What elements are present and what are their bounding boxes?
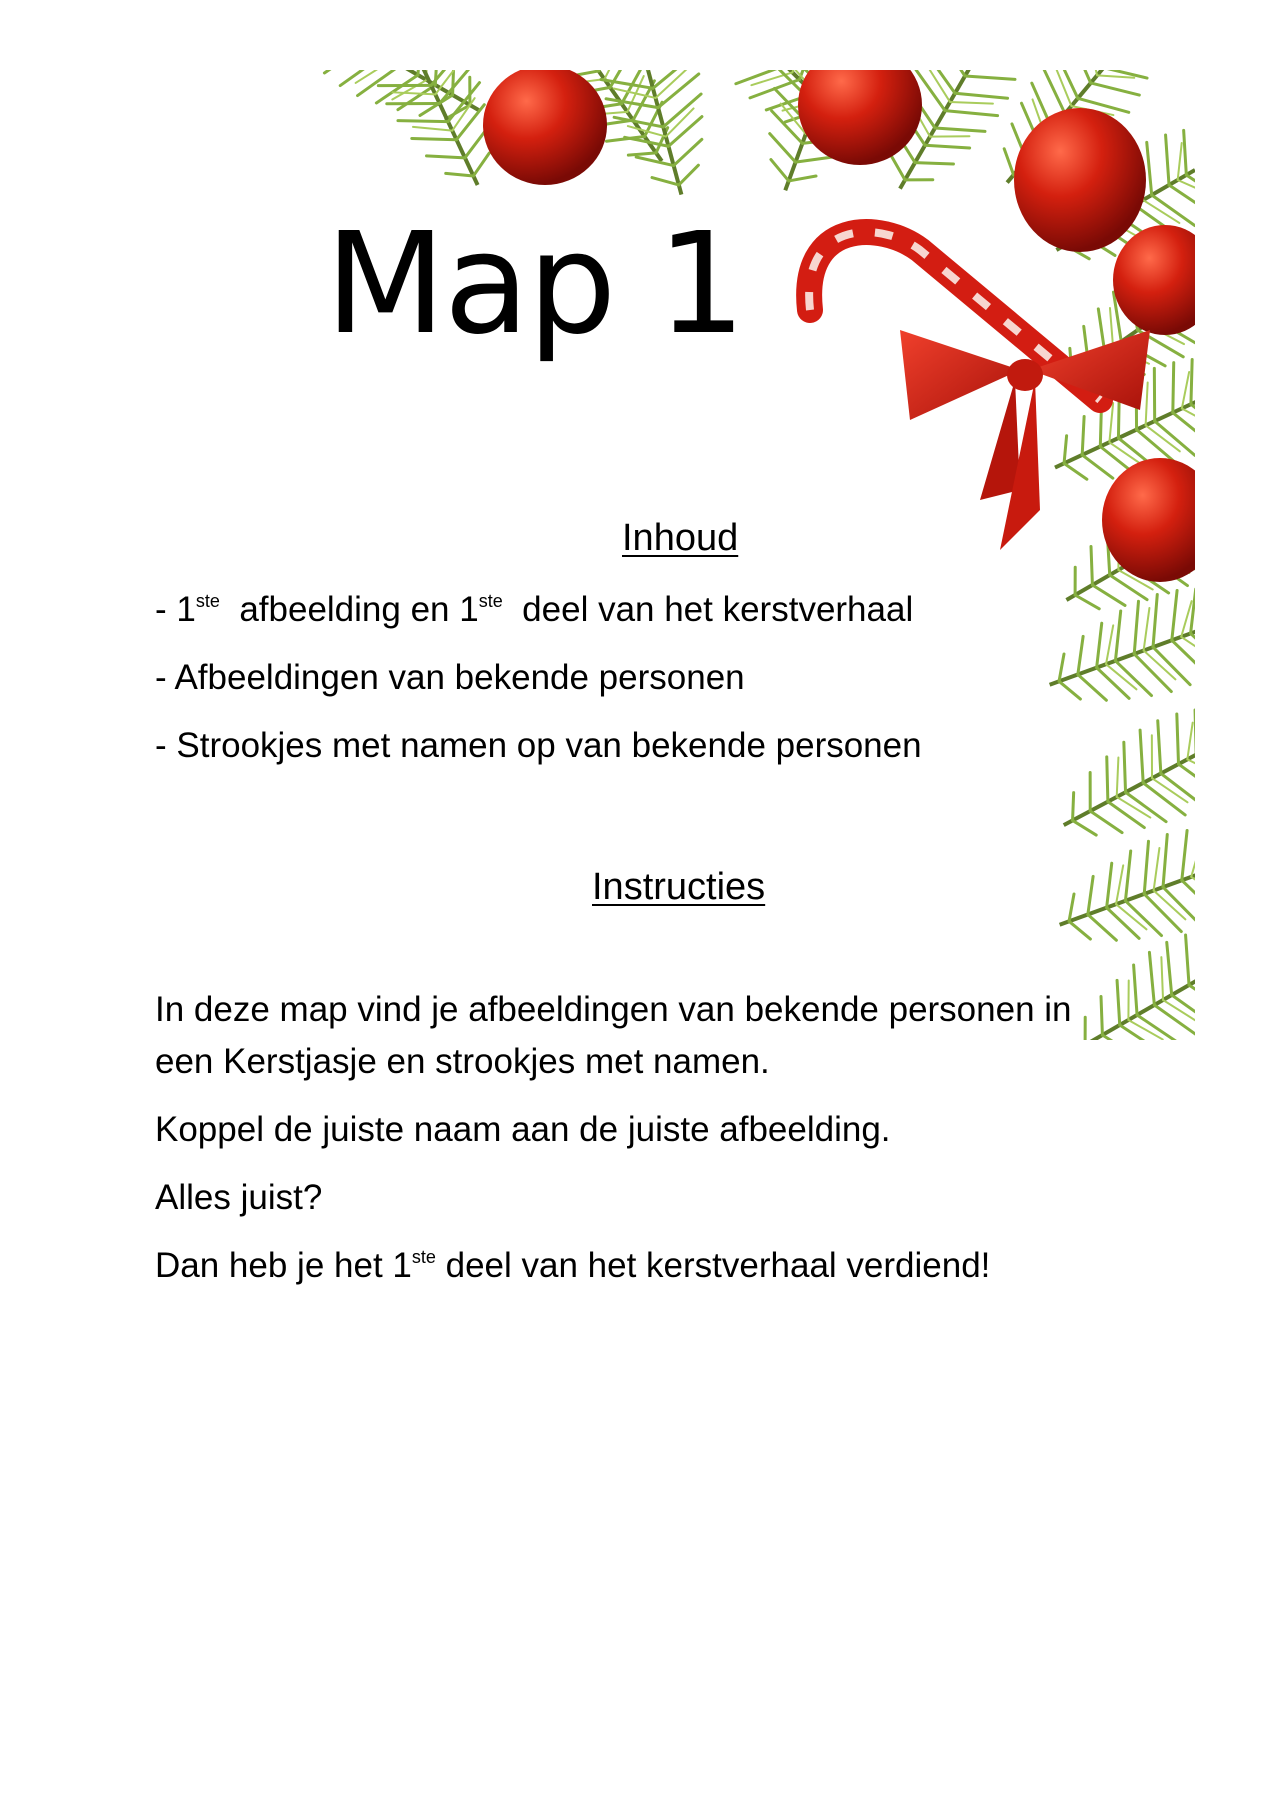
instructions-paragraph-2: Koppel de juiste naam aan de juiste afbeelding. <box>155 1110 891 1149</box>
contents-item-1-suffix: deel van het kerstverhaal <box>502 590 914 629</box>
instructions-paragraph-4 <box>155 1246 990 1286</box>
page-title: Map 1 <box>325 203 745 366</box>
ordinal-suffix: ste <box>478 591 503 611</box>
ordinal-suffix: ste <box>195 591 220 611</box>
contents-item-1 <box>155 590 913 630</box>
instructions-heading: Instructies <box>592 866 766 908</box>
contents-item-3: - Strookjes met namen op van bekende personen <box>155 726 922 765</box>
contents-heading: Inhoud <box>622 517 739 559</box>
contents-item-1-prefix: - 1 <box>155 590 196 629</box>
paragraph-4-prefix: Dan heb je het 1 <box>155 1246 412 1285</box>
contents-item-2: - Afbeeldingen van bekende personen <box>155 658 745 697</box>
paragraph-4-suffix: deel van het kerstverhaal verdiend! <box>435 1246 991 1285</box>
ordinal-suffix: ste <box>411 1247 436 1267</box>
instructions-paragraph-3: Alles juist? <box>155 1178 323 1217</box>
contents-item-1-mid: afbeelding en 1 <box>219 590 479 629</box>
instructions-paragraph-1-line-1: In deze map vind je afbeeldingen van bekende personen in <box>155 990 1072 1029</box>
instructions-paragraph-1-line-2: een Kerstjasje en strookjes met namen. <box>155 1042 770 1081</box>
